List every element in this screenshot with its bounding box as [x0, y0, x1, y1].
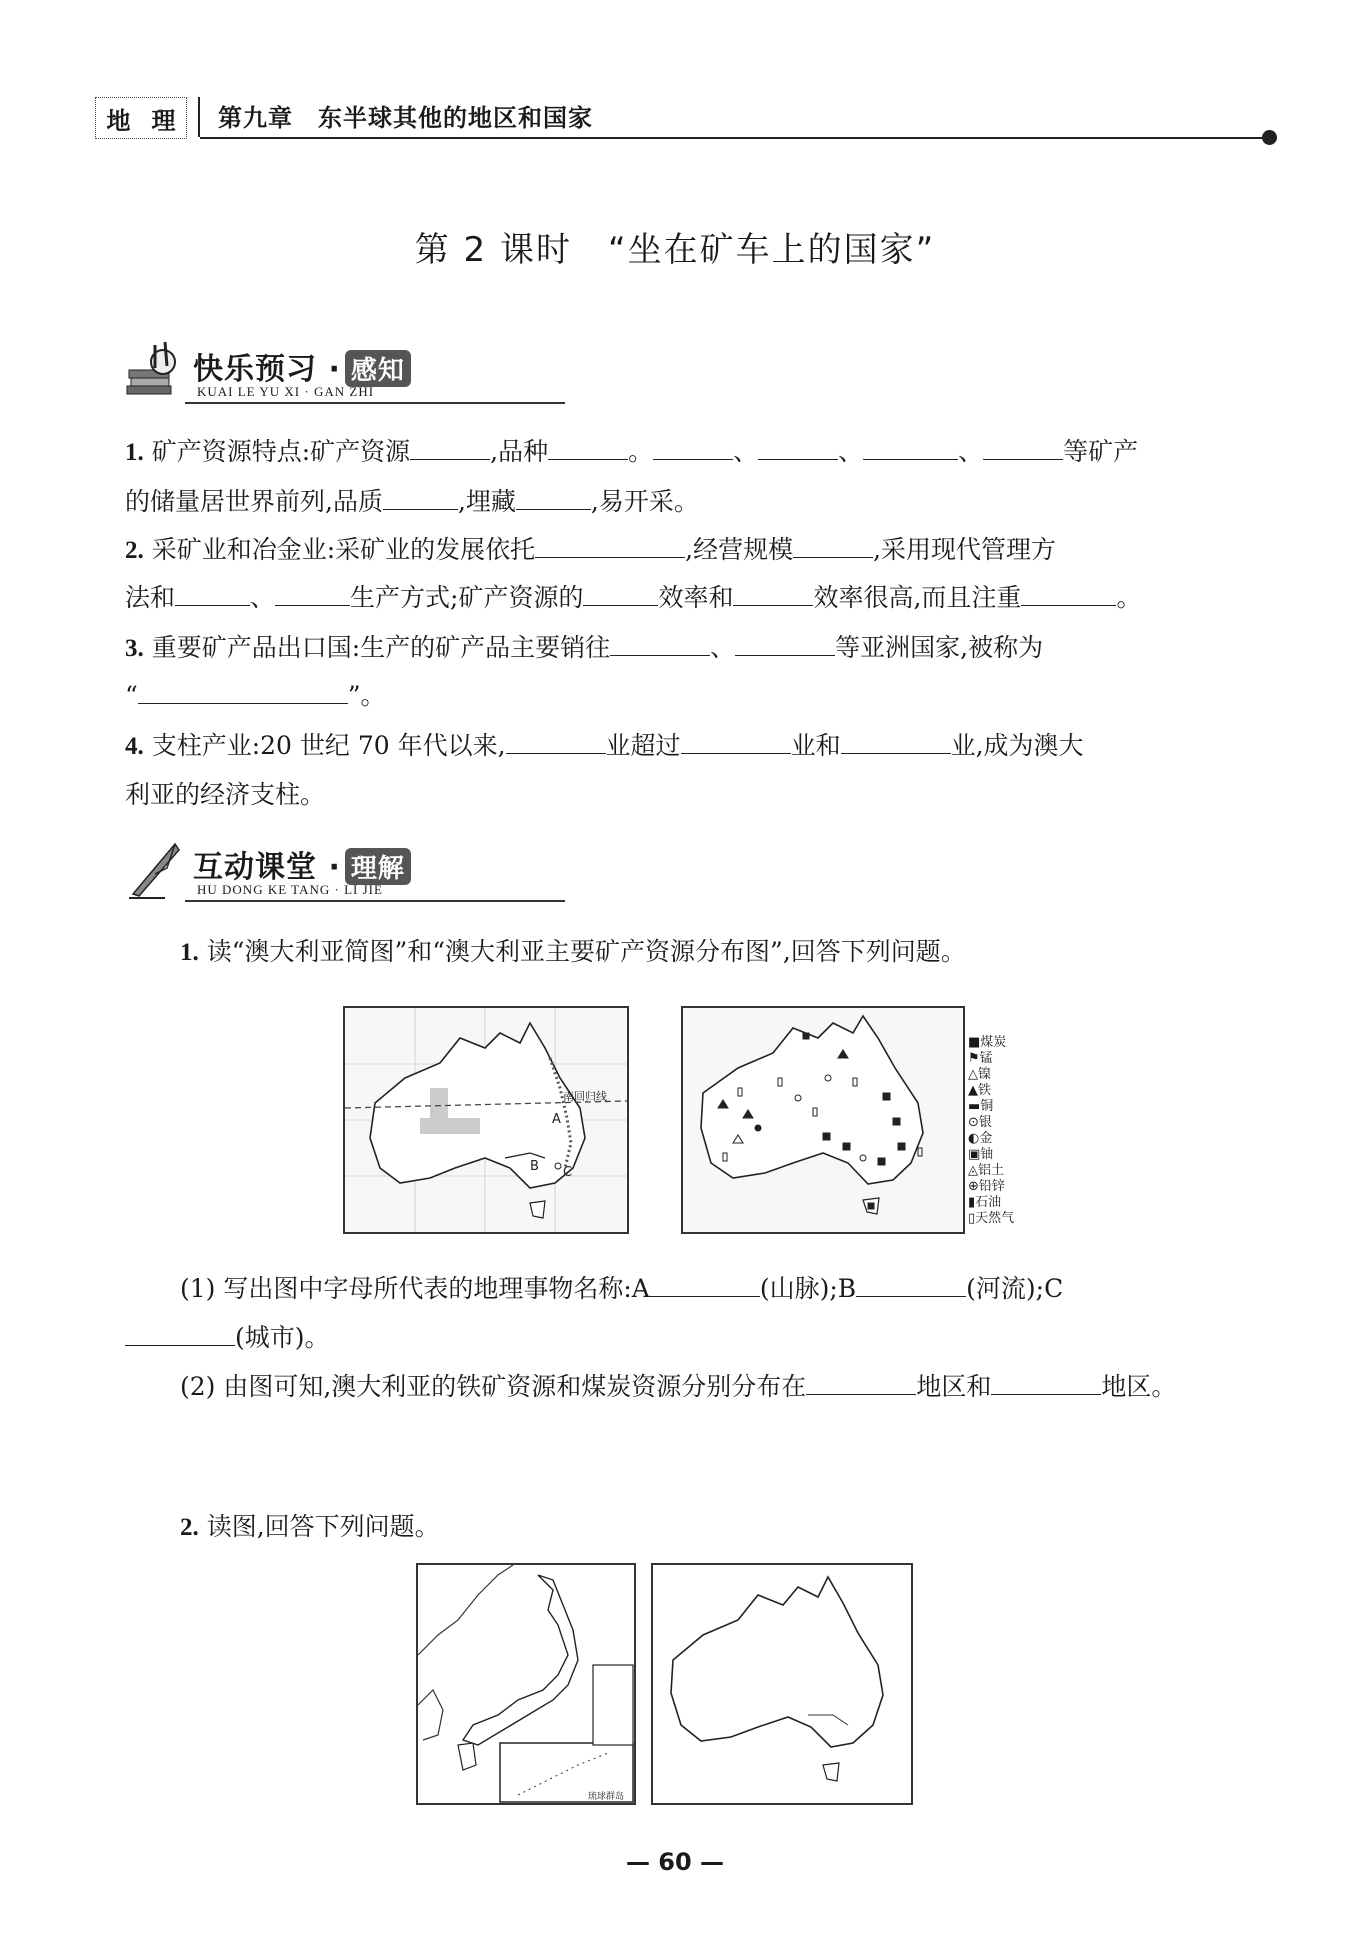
- text: 、: [958, 437, 984, 466]
- answer-blank[interactable]: [610, 625, 710, 656]
- triangle-icon: ▲: [968, 1083, 978, 1098]
- triangle-outline-icon: △: [968, 1067, 978, 1082]
- rect-outline-icon: ▯: [968, 1211, 976, 1226]
- header-rule-dot: [1262, 130, 1277, 145]
- text: 、: [250, 583, 276, 612]
- australia-blank-map: [651, 1563, 913, 1805]
- legend-item: [968, 1147, 1014, 1163]
- text: 读“澳大利亚简图”和“澳大利亚主要矿产资源分布图”,回答下列问题。: [206, 937, 966, 966]
- section-tag: 理解: [345, 848, 411, 885]
- drop-icon: ▮: [968, 1195, 976, 1210]
- bar-icon: ▬: [968, 1099, 981, 1114]
- answer-blank[interactable]: [806, 1364, 916, 1395]
- legend-label: 铝土: [978, 1163, 1005, 1178]
- legend-label: 镍: [978, 1067, 992, 1082]
- subject-box: [95, 97, 187, 139]
- text: 效率和: [658, 583, 734, 612]
- flag-icon: ⚑: [968, 1051, 980, 1066]
- header-divider: [198, 97, 200, 137]
- answer-blank[interactable]: [275, 575, 350, 606]
- lesson-title: 第 2 课时 “坐在矿车上的国家”: [414, 230, 936, 270]
- label-a: A: [552, 1112, 561, 1127]
- legend-item: [968, 1099, 1014, 1115]
- answer-blank[interactable]: [1021, 575, 1116, 606]
- text: ,品种: [490, 437, 549, 466]
- text: (山脉);B: [759, 1274, 857, 1303]
- answer-blank[interactable]: [583, 575, 658, 606]
- text: ”。: [347, 681, 386, 710]
- inset-label: 琉球群岛: [588, 1792, 625, 1802]
- text: ,埋藏: [457, 487, 516, 516]
- answer-blank[interactable]: [548, 429, 628, 460]
- answer-blank[interactable]: [653, 429, 733, 460]
- text: 业和: [790, 731, 841, 760]
- question-1-line-1: [125, 427, 1245, 477]
- subject-char: 理: [151, 106, 176, 135]
- text: 业超过: [605, 731, 681, 760]
- chapter-title: 第九章 东半球其他的地区和国家: [218, 104, 593, 132]
- exercise-1-sub-1-line-1: [180, 1264, 1250, 1313]
- square-icon: ■: [968, 1035, 981, 1050]
- answer-blank[interactable]: [516, 479, 591, 510]
- legend-item: [968, 1083, 1014, 1099]
- text: 效率很高,而且注重: [813, 583, 1022, 612]
- australia-minerals-map: [681, 1006, 965, 1234]
- answer-blank[interactable]: [410, 429, 490, 460]
- text: 等亚洲国家,被称为: [835, 633, 1044, 662]
- header-rule: [200, 137, 1265, 139]
- question-4-line-1: [125, 721, 1245, 771]
- answer-blank[interactable]: [856, 1266, 966, 1297]
- subject-char: 地: [106, 106, 131, 135]
- legend-item: [968, 1035, 1014, 1051]
- answer-blank[interactable]: [138, 673, 348, 704]
- answer-blank[interactable]: [841, 723, 951, 754]
- text: 地区。: [1101, 1372, 1177, 1401]
- inset-frame: [593, 1665, 633, 1745]
- legend-label: 铅锌: [978, 1179, 1005, 1194]
- exercise-2-prompt: [180, 1502, 1300, 1552]
- legend-label: 石油: [975, 1195, 1002, 1210]
- japan-outline-map: [416, 1563, 636, 1805]
- legend-label: 铁: [978, 1083, 992, 1098]
- text: 等矿产: [1063, 437, 1139, 466]
- question-number: 3.: [125, 635, 144, 662]
- legend-label: 金: [979, 1131, 993, 1146]
- text: (1) 写出图中字母所代表的地理事物名称:A: [180, 1274, 650, 1303]
- question-2-line-1: [125, 525, 1245, 575]
- text: 。: [1116, 583, 1142, 612]
- legend-item: [968, 1163, 1014, 1179]
- legend-item: [968, 1115, 1014, 1131]
- text: 法和: [125, 583, 176, 612]
- question-2-line-2: [125, 573, 1245, 622]
- label-b: B: [530, 1159, 539, 1174]
- legend-label: 煤炭: [980, 1035, 1007, 1050]
- tropic-label: 南回归线: [563, 1090, 607, 1103]
- section-pinyin: HU DONG KE TANG · LI JIE: [197, 882, 383, 897]
- section-underline: [185, 402, 565, 404]
- text: ,采用现代管理方: [873, 535, 1057, 564]
- text: (城市)。: [235, 1323, 330, 1352]
- answer-blank[interactable]: [735, 625, 835, 656]
- question-number: 2.: [180, 1514, 199, 1541]
- answer-blank[interactable]: [175, 575, 250, 606]
- question-number: 2.: [125, 537, 144, 564]
- text: 。: [628, 437, 654, 466]
- question-4-line-2: [125, 770, 1245, 819]
- circle-plus-icon: ⊕: [968, 1179, 979, 1194]
- legend-item: [968, 1179, 1014, 1195]
- text: 、: [710, 633, 736, 662]
- question-3-line-1: [125, 623, 1245, 673]
- section-banner-classroom: [125, 838, 585, 908]
- triangle-hatched-icon: ◬: [968, 1163, 978, 1178]
- section-banner-preview: [125, 340, 585, 410]
- square-dot-icon: ▣: [968, 1147, 981, 1162]
- text: 采矿业和冶金业:采矿业的发展依托: [151, 535, 536, 564]
- text: ,易开采。: [590, 487, 699, 516]
- text: 重要矿产品出口国:生产的矿产品主要销往: [151, 633, 611, 662]
- section-title: 互动课堂 ·: [193, 850, 341, 885]
- legend-label: 银: [978, 1115, 992, 1130]
- question-1-line-2: [125, 477, 1245, 526]
- answer-blank[interactable]: [681, 723, 791, 754]
- text: ,经营规模: [685, 535, 794, 564]
- answer-blank[interactable]: [758, 429, 838, 460]
- legend-item: [968, 1051, 1014, 1067]
- text: 矿产资源特点:矿产资源: [151, 437, 411, 466]
- mineral-legend: [968, 1035, 1014, 1227]
- answer-blank[interactable]: [506, 723, 606, 754]
- section-title: 快乐预习 ·: [193, 352, 341, 387]
- text: 地区和: [916, 1372, 992, 1401]
- question-number: 1.: [180, 939, 199, 966]
- text: 、: [838, 437, 864, 466]
- legend-label: 铜: [980, 1099, 994, 1114]
- legend-item: [968, 1211, 1014, 1227]
- text: 、: [733, 437, 759, 466]
- legend-label: 天然气: [975, 1211, 1015, 1226]
- exercise-1-sub-2: [180, 1362, 1250, 1411]
- section-tag: 感知: [345, 350, 411, 387]
- text: (河流);C: [966, 1274, 1064, 1303]
- pencil-books-icon: [125, 340, 185, 402]
- text: 读图,回答下列问题。: [206, 1512, 440, 1541]
- answer-blank[interactable]: [983, 429, 1063, 460]
- label-c: C: [563, 1165, 573, 1180]
- answer-blank[interactable]: [125, 1315, 235, 1346]
- australia-outline-map: [343, 1006, 629, 1234]
- answer-blank[interactable]: [793, 527, 873, 558]
- question-3-line-2: [125, 671, 1245, 720]
- text: 的储量居世界前列,品质: [125, 487, 383, 516]
- exercise-1-prompt: [180, 927, 1300, 977]
- answer-blank[interactable]: [733, 575, 813, 606]
- legend-label: 锰: [979, 1051, 993, 1066]
- legend-label: 铀: [980, 1147, 994, 1162]
- answer-blank[interactable]: [991, 1364, 1101, 1395]
- section-underline: [185, 900, 565, 902]
- quill-pen-icon: [125, 838, 185, 900]
- text: 支柱产业:20 世纪 70 年代以来,: [151, 731, 506, 760]
- section-pinyin: KUAI LE YU XI · GAN ZHI: [197, 384, 375, 399]
- legend-item: [968, 1195, 1014, 1211]
- answer-blank[interactable]: [650, 1266, 760, 1297]
- exercise-1-sub-1-line-2: [125, 1313, 1245, 1362]
- question-number: 1.: [125, 439, 144, 466]
- answer-blank[interactable]: [535, 527, 685, 558]
- question-number: 4.: [125, 733, 144, 760]
- answer-blank[interactable]: [383, 479, 458, 510]
- text: (2) 由图可知,澳大利亚的铁矿资源和煤炭资源分别分布在: [180, 1372, 807, 1401]
- legend-item: [968, 1067, 1014, 1083]
- answer-blank[interactable]: [863, 429, 958, 460]
- half-circle-icon: ◐: [968, 1131, 980, 1146]
- circle-dot-icon: ⊙: [968, 1115, 979, 1130]
- text: 业,成为澳大: [950, 731, 1084, 760]
- legend-item: [968, 1131, 1014, 1147]
- page-number: — 60 —: [625, 1848, 725, 1876]
- text: 生产方式;矿产资源的: [350, 583, 584, 612]
- text: 利亚的经济支柱。: [125, 780, 326, 809]
- text: “: [125, 681, 138, 710]
